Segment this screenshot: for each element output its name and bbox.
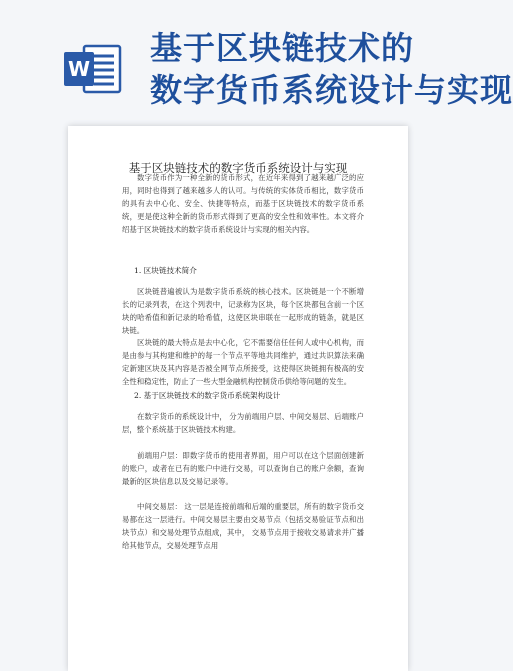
banner-title-line1: 基于区块链技术的 [150,29,415,67]
banner [0,0,513,120]
document-page [68,126,408,671]
word-icon-letter: W [67,57,91,81]
section2-paragraph1: 在数字货币的系统设计中， 分为前端用户层、中间交易层、后端账户层，整个系统基于区块链技术构建。 [122,412,364,435]
section2-paragraph3: 中间交易层： 这一层是连接前端和后端的重要层，所有的数字货币交易都在这一层进行。中间交易层主要由交易节点（包括交易验证节点和出块节点）和交易处理节点组成，其中， 交易节点用于接收交易请求并广播给其他节点，交易处理节点用 [122,502,364,551]
banner-title-line2: 数字货币系统设计与实现 [150,71,513,109]
intro-paragraph: 数字货币作为一种全新的货币形式，在近年来得到了越来越广泛的应用，同时也得到了越来越多人的认可。与传统的实体货币相比，数字货币的具有去中心化、安全、快捷等特点，而基于区块链技术的数字货币系统，更是使这种全新的货币形式得到了更高的安全性和效率性。本文将介绍基于区块链技术的数字货币系统设计与实现的相关内容。 [122,173,364,235]
word-document-icon [62,40,122,98]
document-title: 基于区块链技术的数字货币系统设计与实现 [128,161,348,175]
section2-heading: 2. 基于区块链技术的数字货币系统架构设计 [134,391,281,400]
section1-heading: 1. 区块链技术简介 [134,266,197,275]
section1-paragraph2: 区块链的最大特点是去中心化，它不需要信任任何人或中心机构，而是由参与其构建和维护的每一个节点平等地共同维护，通过共识算法来确定新建区块及其内容是否被全网节点所接受，这使得区块链拥有极高的安全性和稳定性，防止了一些大型金融机构控制货币供给等问题的发生。 [122,338,364,387]
section2-paragraph2: 前端用户层：即数字货币的使用者界面，用户可以在这个层面创建新的账户，或者在已有的账户中进行交易，可以查询自己的账户余额，查询最新的区块信息以及交易记录等。 [122,451,364,487]
section1-paragraph1: 区块链普遍被认为是数字货币系统的核心技术。区块链是一个不断增长的记录列表，在这个列表中，记录称为区块，每个区块都包含前一个区块的哈希值和新记录的哈希值，这使区块串联在一起形成的链条，就是区块链。 [122,287,364,336]
